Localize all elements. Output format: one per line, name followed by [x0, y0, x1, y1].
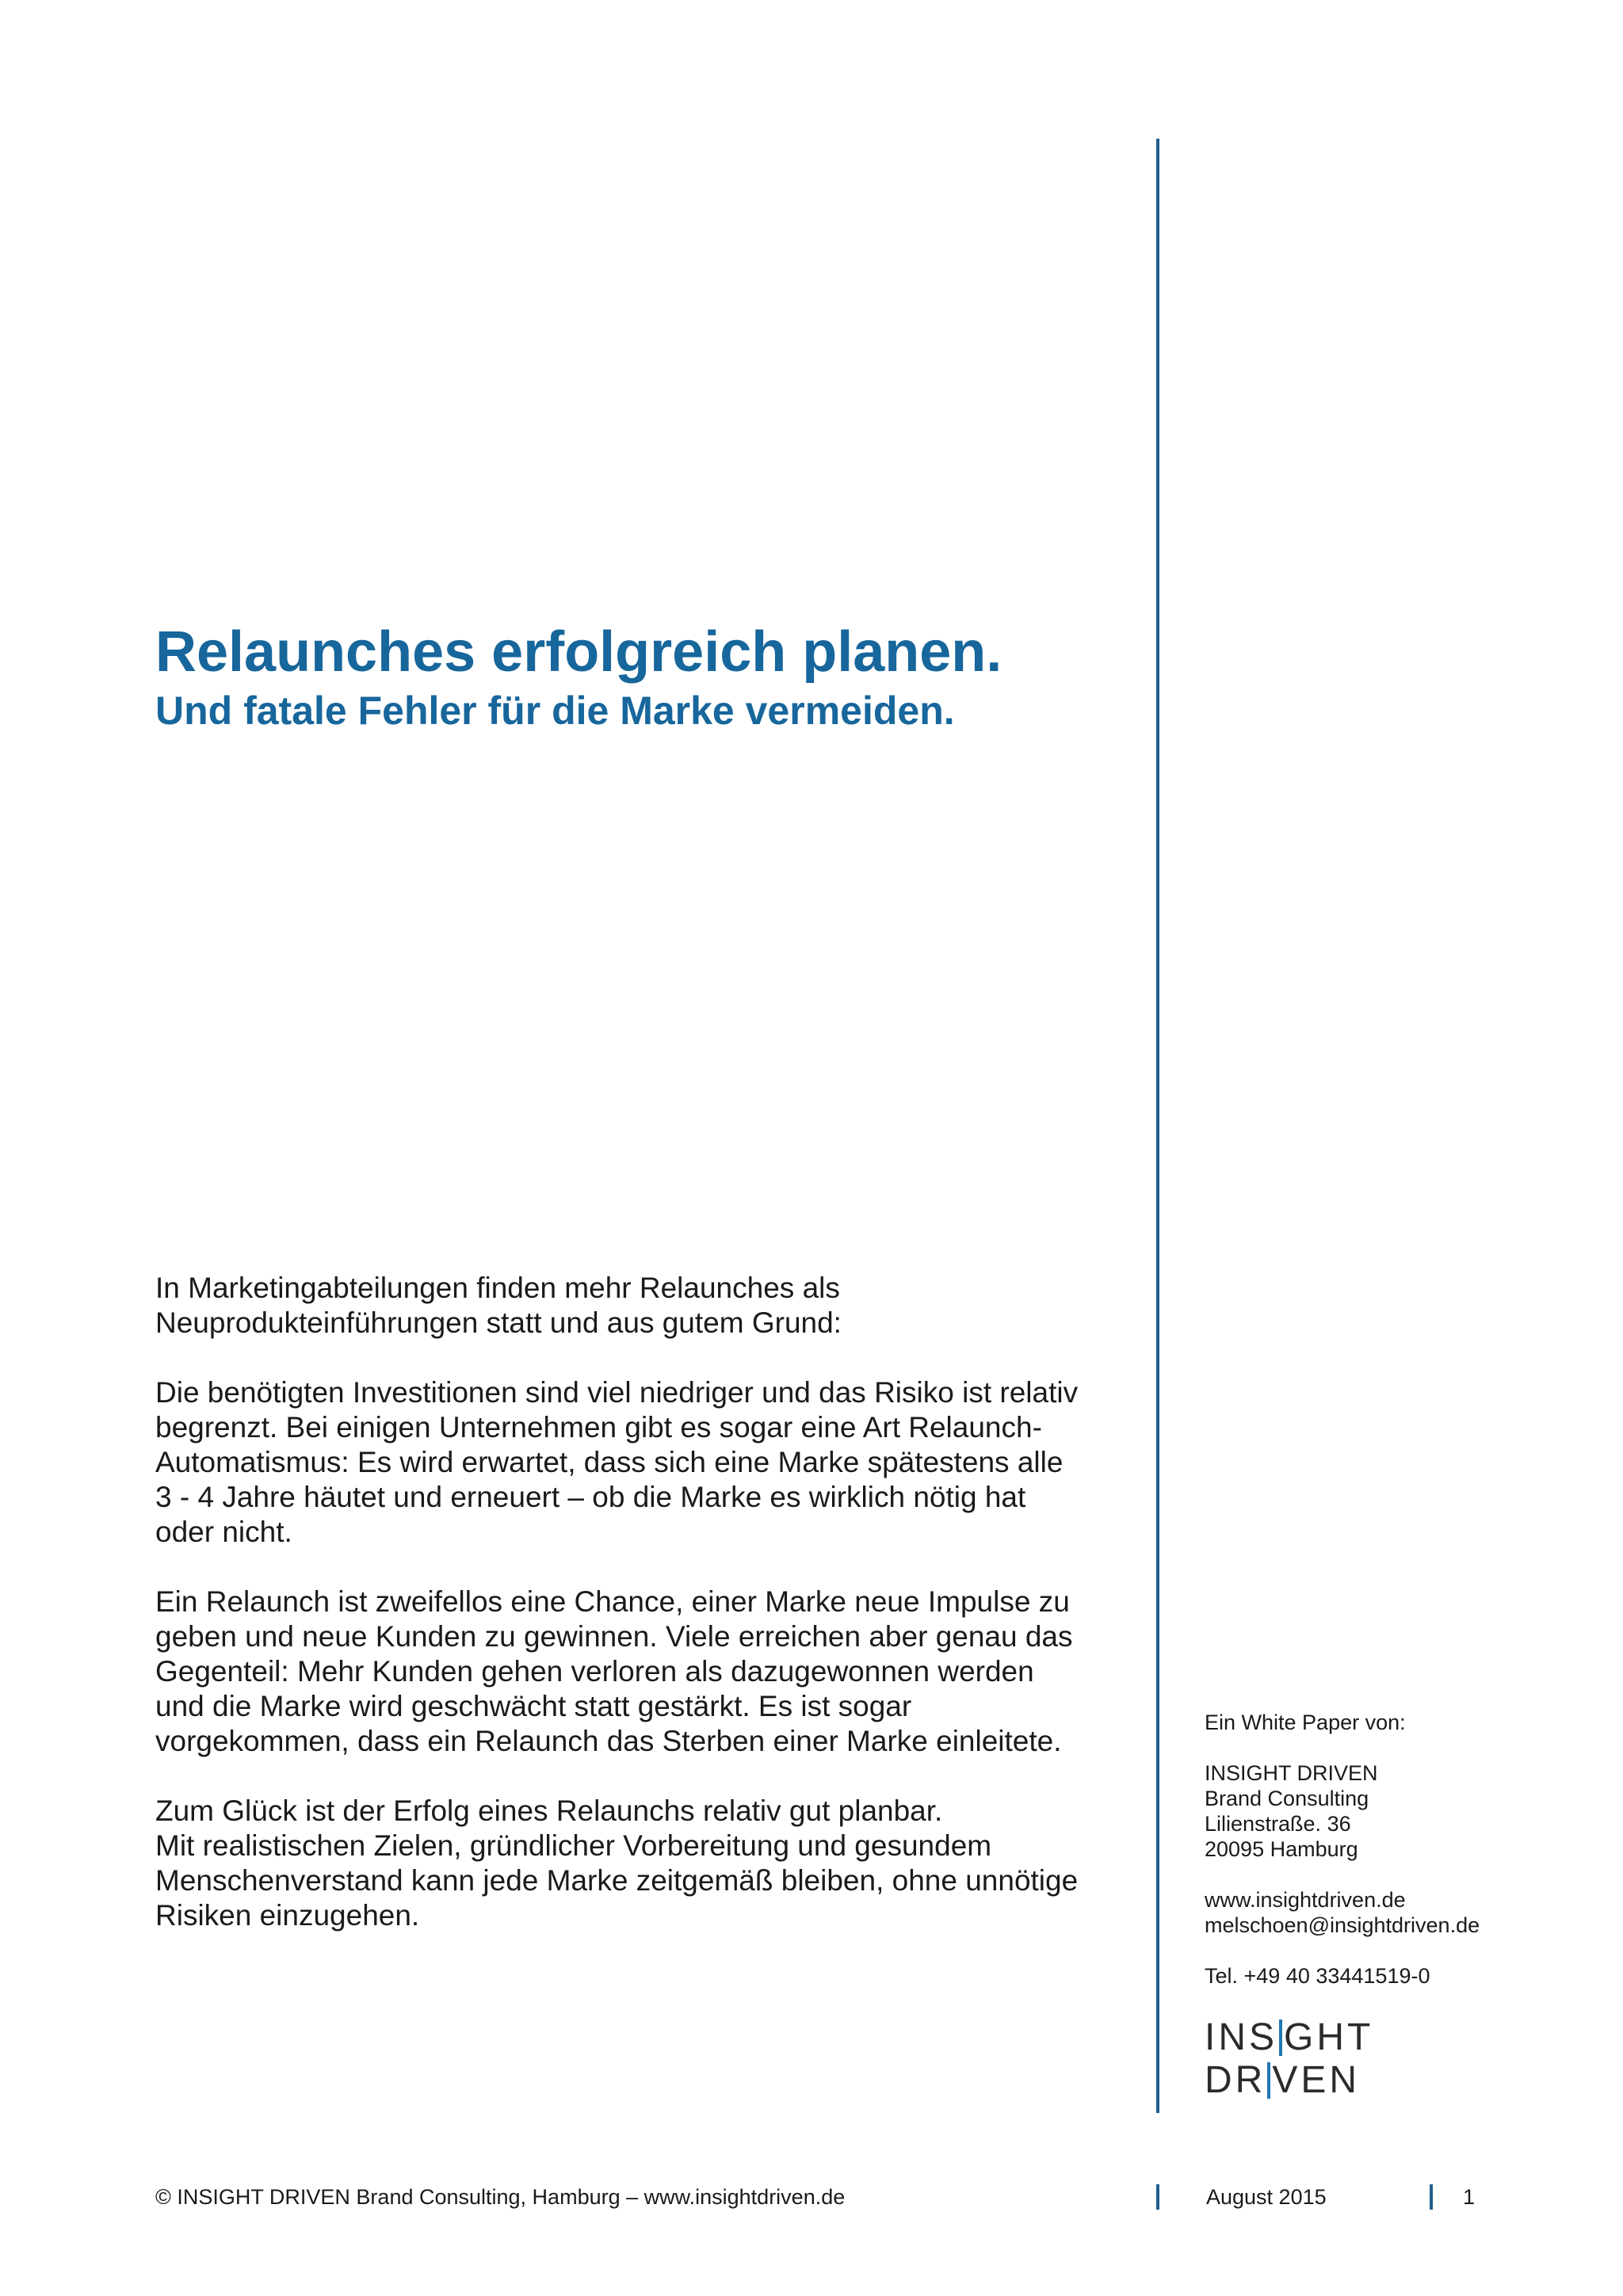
- address-street: Lilienstraße. 36: [1205, 1812, 1351, 1836]
- paragraph-4: [155, 1794, 1130, 1933]
- footer-separator: [1430, 2184, 1433, 2210]
- text-line: 3 - 4 Jahre häutet und erneuert – ob die Marke es wirklich nötig hat: [155, 1481, 1026, 1513]
- text-line: und die Marke wird geschwächt statt gestärkt. Es ist sogar: [155, 1690, 912, 1722]
- logo-text-part: INS: [1205, 2016, 1278, 2058]
- text-line: Risiken einzugehen.: [155, 1899, 420, 1932]
- text-line: In Marketingabteilungen finden mehr Relaunches als: [155, 1272, 840, 1304]
- email-link[interactable]: melschoen@insightdriven.de: [1205, 1913, 1480, 1937]
- text-line: begrenzt. Bei einigen Unternehmen gibt es sogar eine Art Relaunch-: [155, 1411, 1042, 1444]
- body-text: [155, 1271, 1130, 1968]
- title-block: [155, 618, 1138, 735]
- insight-driven-logo: [1205, 2016, 1442, 2102]
- website-link[interactable]: www.insightdriven.de: [1205, 1888, 1406, 1912]
- footer-separator: [1156, 2184, 1159, 2210]
- text-line: Gegenteil: Mehr Kunden gehen verloren als dazugewonnen werden: [155, 1655, 1034, 1688]
- text-line: Automatismus: Es wird erwartet, dass sich eine Marke spätestens alle: [155, 1446, 1064, 1478]
- document-subtitle: Und fatale Fehler für die Marke vermeiden.: [155, 688, 955, 733]
- address-city: 20095 Hamburg: [1205, 1837, 1358, 1861]
- logo-bar-icon: [1279, 2019, 1282, 2056]
- text-line: Neuprodukteinführungen statt und aus gutem Grund:: [155, 1306, 842, 1339]
- company-division: Brand Consulting: [1205, 1787, 1369, 1810]
- text-line: geben und neue Kunden zu gewinnen. Viele erreichen aber genau das: [155, 1620, 1073, 1653]
- text-line: Zum Glück ist der Erfolg eines Relaunchs relativ gut planbar.: [155, 1794, 943, 1827]
- text-line: vorgekommen, dass ein Relaunch das Sterben einer Marke einleitete.: [155, 1725, 1062, 1757]
- logo-bar-icon: [1267, 2062, 1270, 2099]
- footer-date: August 2015: [1206, 2185, 1327, 2209]
- text-line: Mit realistischen Zielen, gründlicher Vorbereitung und gesundem: [155, 1829, 992, 1862]
- paragraph-3: [155, 1585, 1130, 1759]
- vertical-divider: [1156, 139, 1159, 2113]
- text-line: Ein Relaunch ist zweifellos eine Chance, einer Marke neue Impulse zu: [155, 1585, 1070, 1618]
- page-number: 1: [1463, 2185, 1476, 2209]
- paragraph-2: [155, 1375, 1130, 1550]
- logo-text-part: VEN: [1272, 2059, 1361, 2101]
- text-line: Menschenverstand kann jede Marke zeitgemäß bleiben, ohne unnötige: [155, 1864, 1079, 1897]
- white-paper-intro: Ein White Paper von:: [1205, 1711, 1406, 1734]
- logo-text-part: GHT: [1284, 2016, 1374, 2058]
- document-title: Relaunches erfolgreich planen.: [155, 620, 1002, 684]
- paragraph-1: [155, 1271, 1130, 1341]
- text-line: Die benötigten Investitionen sind viel niedriger und das Risiko ist relativ: [155, 1376, 1079, 1409]
- contact-sidebar: [1205, 1710, 1585, 1989]
- page-footer: [0, 2183, 1623, 2214]
- text-line: oder nicht.: [155, 1516, 292, 1548]
- logo-text-part: DR: [1205, 2059, 1266, 2101]
- phone-number: Tel. +49 40 33441519-0: [1205, 1964, 1430, 1988]
- company-name: INSIGHT DRIVEN: [1205, 1761, 1378, 1785]
- footer-copyright: © INSIGHT DRIVEN Brand Consulting, Hamburg – www.insightdriven.de: [155, 2185, 846, 2209]
